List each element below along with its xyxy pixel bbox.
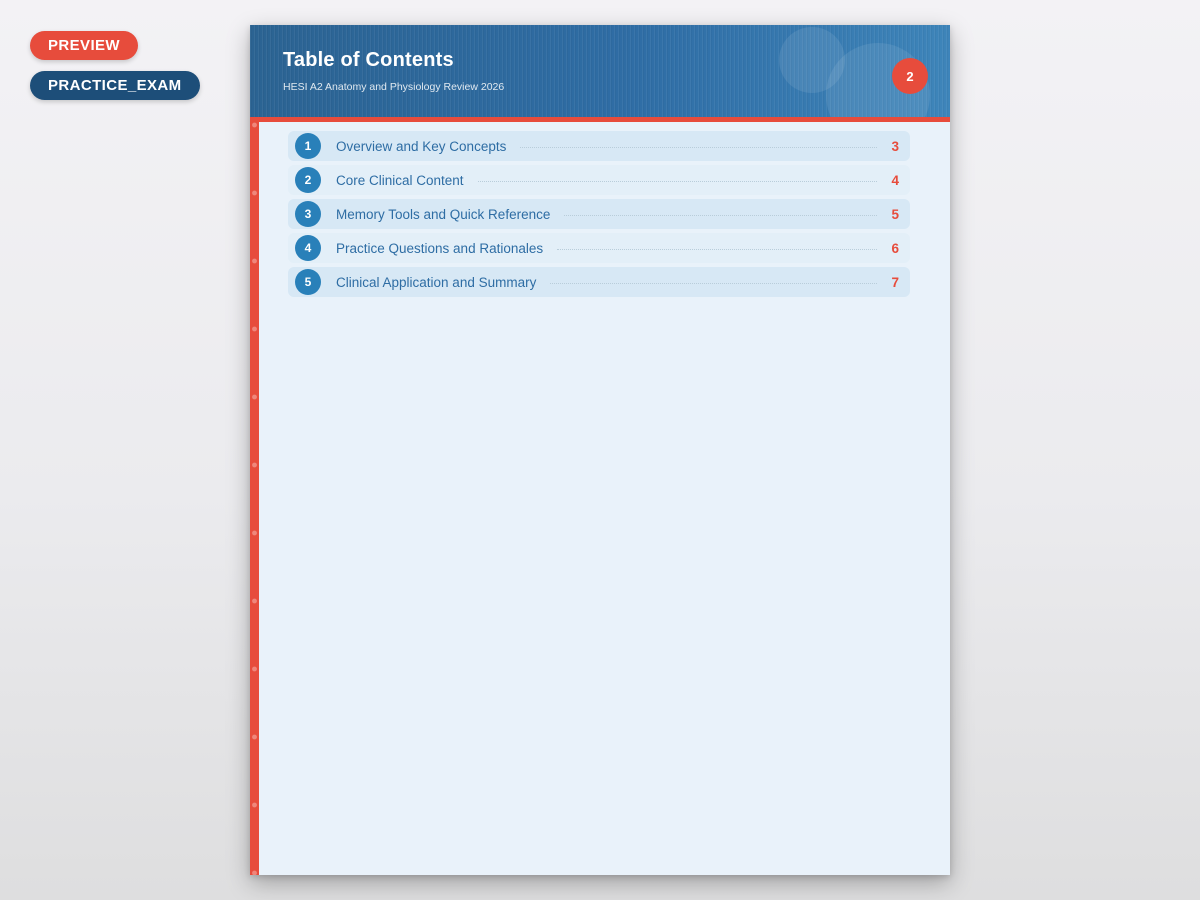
toc-entry-page-number: 3 [891, 138, 899, 154]
toc-entry-page-number: 5 [891, 206, 899, 222]
document-page [250, 25, 950, 875]
preview-badge-label: PREVIEW [48, 37, 120, 54]
toc-leader-dots [520, 147, 877, 148]
toc-entry-row[interactable] [288, 233, 910, 263]
toc-entry-title: Clinical Application and Summary [336, 274, 537, 290]
toc-entry-number-circle [295, 167, 321, 193]
toc-entry-number-circle [295, 235, 321, 261]
toc-entry-number-circle [295, 201, 321, 227]
toc-entry-number: 1 [304, 139, 312, 153]
toc-leader-dots [564, 215, 877, 216]
page-header [250, 25, 950, 122]
toc-entry-title: Overview and Key Concepts [336, 138, 507, 154]
practice-exam-badge [30, 71, 200, 100]
toc-entry-row[interactable] [288, 199, 910, 229]
toc-entry-number: 2 [304, 173, 312, 187]
toc-list [288, 131, 910, 301]
page-subtitle: HESI A2 Anatomy and Physiology Review 2026 [283, 81, 505, 93]
toc-entry-title: Memory Tools and Quick Reference [336, 206, 551, 222]
header-text-block [283, 49, 504, 93]
toc-entry-page-number: 7 [891, 274, 899, 290]
toc-leader-dots [557, 249, 877, 250]
badge-stack [30, 31, 200, 100]
page-number-badge [892, 58, 928, 94]
toc-entry-title: Practice Questions and Rationales [336, 240, 544, 256]
preview-badge [30, 31, 138, 60]
toc-entry-row[interactable] [288, 131, 910, 161]
toc-entry-number-circle [295, 269, 321, 295]
toc-entry-number: 4 [304, 241, 312, 255]
toc-entry-number: 3 [304, 207, 312, 221]
practice-exam-badge-label: PRACTICE_EXAM [48, 77, 182, 94]
page-body [250, 122, 950, 875]
toc-entry-number-circle [295, 133, 321, 159]
page-number-label: 2 [906, 68, 914, 84]
page-title: Table of Contents [283, 49, 454, 71]
toc-entry-row[interactable] [288, 165, 910, 195]
toc-leader-dots [550, 283, 877, 284]
toc-entry-number: 5 [304, 275, 312, 289]
toc-entry-row[interactable] [288, 267, 910, 297]
toc-leader-dots [478, 181, 878, 182]
toc-entry-page-number: 6 [891, 240, 899, 256]
toc-entry-title: Core Clinical Content [336, 172, 464, 188]
toc-entry-page-number: 4 [891, 172, 899, 188]
